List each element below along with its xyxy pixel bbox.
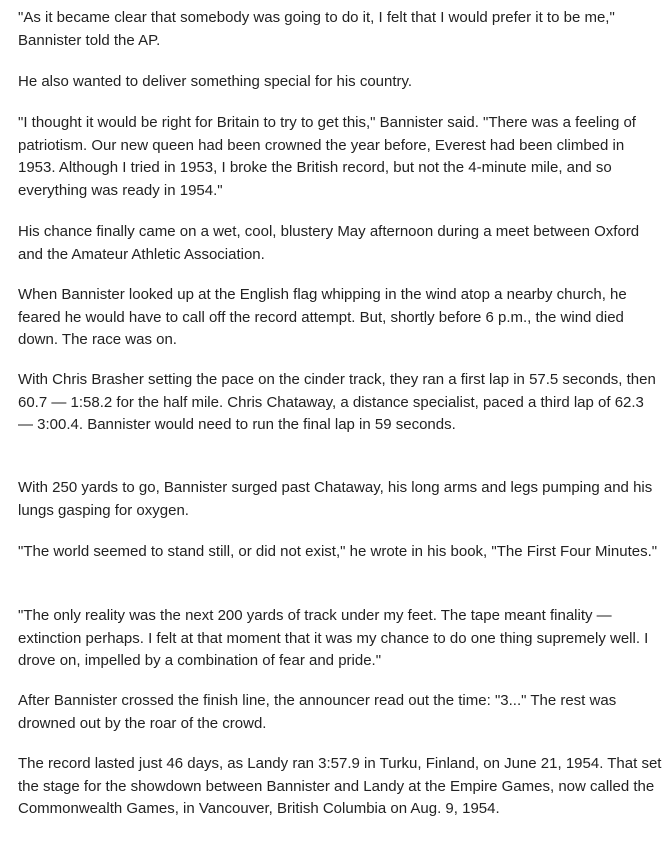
article-paragraph: When Bannister looked up at the English flag whipping in the wind atop a nearby church, he feared he would have to call off the record attempt. But, shortly before 6 p.m., the wind died down. The race was on.: [18, 286, 627, 349]
article-paragraph: "As it became clear that somebody was going to do it, I felt that I would prefer it to be me," Bannister told the AP.: [18, 9, 615, 49]
article-paragraph: After Bannister crossed the finish line, the announcer read out the time: "3..." The rest was drowned out by the roar of the crowd.: [18, 692, 617, 732]
article-paragraph: The record lasted just 46 days, as Landy ran 3:57.9 in Turku, Finland, on June 21, 1954. That set the stage for the showdown between Bannister and Landy at the Empire Games, now called the Commonwealth Games, in Vancouver, British Columbia on Aug. 9, 1954.: [18, 755, 662, 818]
article-paragraph: "The only reality was the next 200 yards of track under my feet. The tape meant finality — extinction perhaps. I felt at that moment that it was my chance to do one thing supremely well. I drove on, impelled by a combination of fear and pride.": [18, 607, 649, 670]
article-paragraph: With Chris Brasher setting the pace on the cinder track, they ran a first lap in 57.5 seconds, then 60.7 — 1:58.2 for the half mile. Chris Chataway, a distance specialist, paced a third lap of 62.3 — 3:00.4. Bannister would need to run the final lap in 59 seconds.: [18, 371, 656, 434]
article-paragraph: With 250 yards to go, Bannister surged past Chataway, his long arms and legs pumping and his lungs gasping for oxygen.: [18, 479, 653, 519]
article-paragraph: His chance finally came on a wet, cool, blustery May afternoon during a meet between Oxford and the Amateur Athletic Association.: [18, 223, 640, 263]
article-paragraph: "I thought it would be right for Britain to try to get this," Bannister said. "There was a feeling of patriotism. Our new queen had been crowned the year before, Everest had been climbed in 1953. Although I tried in 1953, I broke the British record, but not the 4-minute mile, and so everything was ready in 1954.": [18, 114, 636, 199]
article-paragraph: "The world seemed to stand still, or did not exist," he wrote in his book, "The First Four Minutes.": [18, 543, 658, 560]
article-paragraph: He also wanted to deliver something special for his country.: [18, 73, 413, 90]
